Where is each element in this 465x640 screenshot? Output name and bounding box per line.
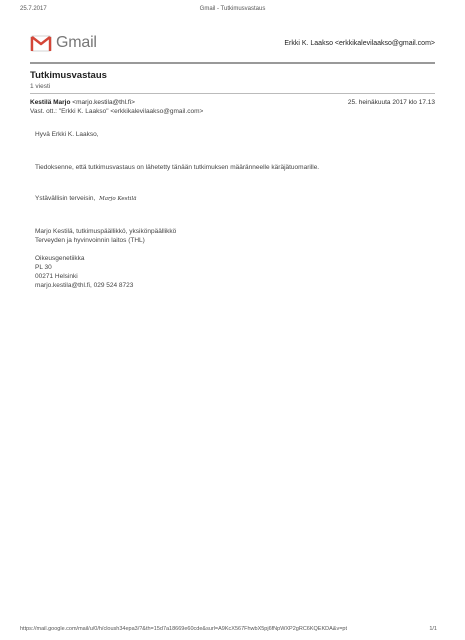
signature-line: Terveyden ja hyvinvoinnin laitos (THL) [35, 237, 145, 244]
gmail-envelope-icon [30, 35, 52, 52]
closing-text: Ystävällisin terveisin, [35, 195, 96, 202]
sender-email[interactable]: <marjo.kestila@thl.fi> [72, 99, 135, 106]
address-line: 00271 Helsinki [35, 273, 78, 280]
address-line: Oikeusgenetiikka [35, 255, 85, 262]
sender-line [30, 99, 435, 106]
thread-subject: Tutkimusvastaus [30, 70, 107, 81]
gmail-wordmark: Gmail [56, 34, 97, 51]
header-divider [30, 62, 435, 64]
message-paragraph: Tiedoksenne, että tutkimusvastaus on lähetetty tänään tutkimuksen määränneelle käräjätuomarille. [35, 164, 320, 171]
address-line: PL 30 [35, 264, 52, 271]
page-number: 1/1 [429, 626, 437, 632]
print-date: 25.7.2017 [20, 6, 47, 12]
signature-line: Marjo Kestilä, tutkimuspäällikkö, yksikönpäällikkö [35, 228, 177, 235]
greeting: Hyvä Erkki K. Laakso, [35, 131, 99, 138]
address-block [35, 254, 133, 290]
contact-line[interactable]: marjo.kestila@thl.fi, 029 524 8723 [35, 282, 134, 289]
sender-name: Kestilä Marjo [30, 99, 71, 106]
closing-line [35, 195, 137, 202]
gmail-logo [30, 34, 97, 52]
subject-divider [30, 93, 435, 94]
recipient-line: Vast. ott.: "Erkki K. Laakso" <erkkikalevilaakso@gmail.com> [30, 108, 204, 115]
print-title: Gmail - Tutkimusvastaus [199, 6, 266, 12]
signature-block [35, 227, 176, 245]
message-timestamp: 25. heinäkuuta 2017 klo 17.13 [347, 99, 435, 106]
page-url: https://mail.google.com/mail/u/0/h/cloush34epa3/?&th=15d7a18669e60cde&surl=A9KcX567FhwbX5pj6fNpWXP2gRC6KQEKDA&v=pt [20, 626, 347, 632]
account-label: Erkki K. Laakso <erkkikalevilaakso@gmail.com> [284, 40, 435, 47]
gmail-header [30, 34, 435, 56]
handwritten-signature: Marjo Kestilä [99, 196, 137, 202]
message-count: 1 viesti [30, 83, 51, 90]
